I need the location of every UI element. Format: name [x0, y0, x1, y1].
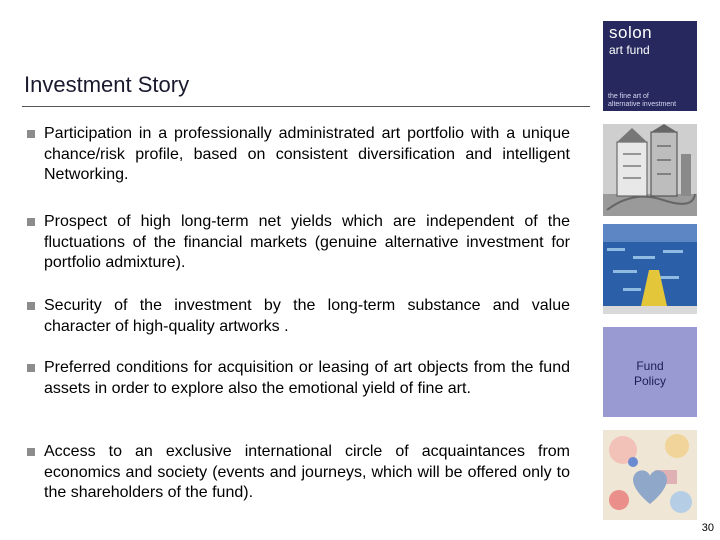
- page-number: 30: [701, 522, 714, 534]
- artwork-heart-image: [603, 430, 697, 520]
- list-item: [24, 296, 570, 337]
- bullet-text: Access to an exclusive international circle of acquaintances from economics and society (events and journeys, which will be offered only to the shareholders of the fund).: [44, 443, 570, 501]
- title-divider: [22, 106, 590, 107]
- bullet-text: Prospect of high long-term net yields which are independent of the fluctuations of the financial markets (genuine alternative investment for portfolio admixture).: [44, 213, 570, 271]
- logo: [603, 21, 697, 111]
- artwork-pool-image: [603, 224, 697, 314]
- logo-tagline-2: alternative investment: [608, 101, 677, 108]
- logo-tagline-1: the fine art of: [608, 93, 649, 100]
- fund-policy-line-1: Fund: [636, 359, 664, 373]
- logo-line-1: solon: [609, 23, 653, 42]
- page-title: Investment Story: [24, 72, 190, 97]
- bullet-square-icon: [27, 302, 35, 310]
- bullet-square-icon: [27, 364, 35, 372]
- bullet-square-icon: [27, 218, 35, 226]
- logo-tagline: [608, 93, 676, 109]
- list-item: [24, 124, 570, 186]
- artwork-architecture-image: [603, 124, 697, 216]
- bullet-text: Security of the investment by the long-term substance and value character of high-quality artworks .: [44, 297, 570, 335]
- bullet-square-icon: [27, 130, 35, 138]
- bullet-text: Participation in a professionally administrated art portfolio with a unique chance/risk profile, based on consistent diversification and intelligent Networking.: [44, 125, 570, 183]
- logo-line-2: art fund: [609, 43, 650, 57]
- bullet-text: Preferred conditions for acquisition or leasing of art objects from the fund assets in order to explore also the emotional yield of fine art.: [44, 359, 570, 397]
- list-item: [24, 212, 570, 274]
- bullet-square-icon: [27, 448, 35, 456]
- fund-policy-link[interactable]: [603, 327, 697, 417]
- list-item: [24, 442, 570, 504]
- fund-policy-line-2: Policy: [633, 374, 666, 388]
- list-item: [24, 358, 570, 399]
